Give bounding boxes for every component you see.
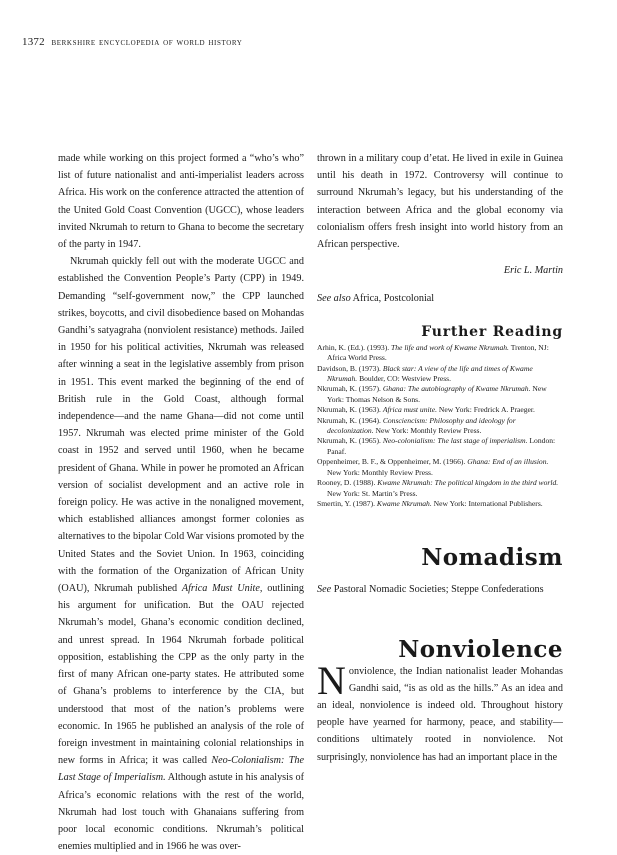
reference-item: Nkrumah, K. (1957). Ghana: The autobiography of Kwame Nkrumah. New York: Thomas Nelson & Sons. xyxy=(317,384,547,404)
paragraph xyxy=(58,253,304,855)
entry-body xyxy=(317,657,563,766)
drop-cap: N xyxy=(317,657,346,703)
reference-item: Oppenheimer, B. F., & Oppenheimer, M. (1966). Ghana: End of an illusion. New York: Monthly Review Press. xyxy=(317,457,549,477)
paragraph: made while working on this project formed a “who’s who” list of future nationalist and anti-imperialist leaders across Africa. His work on the conference attracted the attention of the United Gold Coast Convention (UGCC), whose leaders invited Nkrumah to return to Ghana to become the secretary of the party in 1947. xyxy=(58,153,304,251)
entry-title-nonviolence: Nonviolence xyxy=(398,635,563,663)
see-also-links[interactable]: Africa, Postcolonial xyxy=(352,293,435,305)
reference-item: Davidson, B. (1973). Black star: A view of the life and times of Kwame Nkrumah. Boulder, CO: Westview Press. xyxy=(317,363,533,384)
book-title: Neo-Colonialism: The Last Stage of Imperialism. xyxy=(58,755,304,784)
reference-item: Arhin, K. (Ed.). (1993). The life and work of Kwame Nkrumah. Trenton, NJ: Africa World Press. xyxy=(317,342,549,363)
further-reading-heading: Further Reading xyxy=(421,323,563,340)
running-head xyxy=(22,36,242,48)
book-title: Africa Must Unite, xyxy=(181,583,263,595)
see-lead: See xyxy=(317,584,332,596)
paragraph-text: outlining his argument for unification. But the OAU rejected Nkrumah’s model, Ghana’s economic condition declined, and unrest spread. In 1964 Nkrumah forbade political opposition, establishing the CPP as the only party in the first of many African one-party states. He attributed some of Ghana’s problems to interference by the CIA, but understood that most of the nation’s problems were economic. In 1965 he published an analysis of the role of foreign investment in maintaining colonial relationships in new forms in Africa; it was called xyxy=(58,583,304,767)
reference-item: Rooney, D. (1988). Kwame Nkrumah: The political kingdom in the third world. New York: St. Martin’s Press. xyxy=(317,478,559,498)
see-also-lead: See also xyxy=(317,293,351,305)
reference-list xyxy=(317,343,563,510)
paragraph-text: Although astute in his analysis of Africa’s economic relations with the rest of the world, Nkrumah had lost touch with Ghanaians suffering from poor local economic conditions. Nkrumah’s political enemies multiplied and in 1966 he was over- xyxy=(58,772,304,853)
paragraph: thrown in a military coup d’etat. He lived in exile in Guinea until his death in 1972. Controversy will continue to surround Nkrumah’s legacy, but his understanding of the interaction between Africa and the global economy via colonialism offers fresh insight into world history from an African perspective. xyxy=(317,153,563,251)
reference-item: Nkrumah, K. (1963). Africa must unite. New York: Fredrick A. Praeger. xyxy=(317,405,535,415)
author-byline: Eric L. Martin xyxy=(503,265,563,277)
right-column xyxy=(317,150,563,766)
left-column xyxy=(58,150,304,855)
reference-item: Smertin, Y. (1987). Kwame Nkrumah. New York: International Publishers. xyxy=(317,498,543,508)
reference-item: Nkrumah, K. (1965). Neo-colonialism: The last stage of imperialism. London: Panaf. xyxy=(317,436,556,456)
page-number: 1372 xyxy=(22,36,45,48)
cross-reference xyxy=(317,581,563,598)
entry-body-text: onviolence, the Indian nationalist leader Mohandas Gandhi said, “is as old as the hills.” As an idea and an ideal, nonviolence is indeed old. Throughout history people have yearned for harmony, peace, and stability—conditions ultimately rooted in nonviolence. Not surprisingly, nonviolence has had an important place in the xyxy=(317,665,563,763)
paragraph-text: Nkrumah quickly fell out with the moderate UGCC and established the Convention People’s Party (CPP) in 1949. Demanding “self-government now,” the CPP launched strikes, boycotts, and civil disobedience based on Mohandas Gandhi’s satyagraha (nonviolent resistance) methods. Jailed in 1950 for his political activities, Nkrumah was released after winning a seat in the legislative assembly from prison in 1951. This event marked the beginning of the end of British rule in the Gold Coast, although formal independence—and the name Ghana—did not come until 1957. Nkrumah was elected prime minister of the Gold coast in 1952 and served until 1960, when he became president of Ghana. While in power he promoted an African version of socialist development and an active role in foreign policy. He was active in the nonaligned movement, which established alliances amongst former colonies as alternatives to the bipolar Cold War visions promoted by the United States and the Soviet Union. In 1963, coinciding with the formation of the Organization of African Unity (OAU), Nkrumah published xyxy=(58,256,304,595)
see-links[interactable]: Pastoral Nomadic Societies; Steppe Confederations xyxy=(333,584,544,596)
entry-title-nomadism: Nomadism xyxy=(421,544,563,572)
reference-item: Nkrumah, K. (1964). Consciencism: Philosophy and ideology for decolonization. New York: Monthly Review Press. xyxy=(317,415,516,436)
see-also xyxy=(317,290,563,307)
running-title: berkshire encyclopedia of world history xyxy=(51,37,243,48)
